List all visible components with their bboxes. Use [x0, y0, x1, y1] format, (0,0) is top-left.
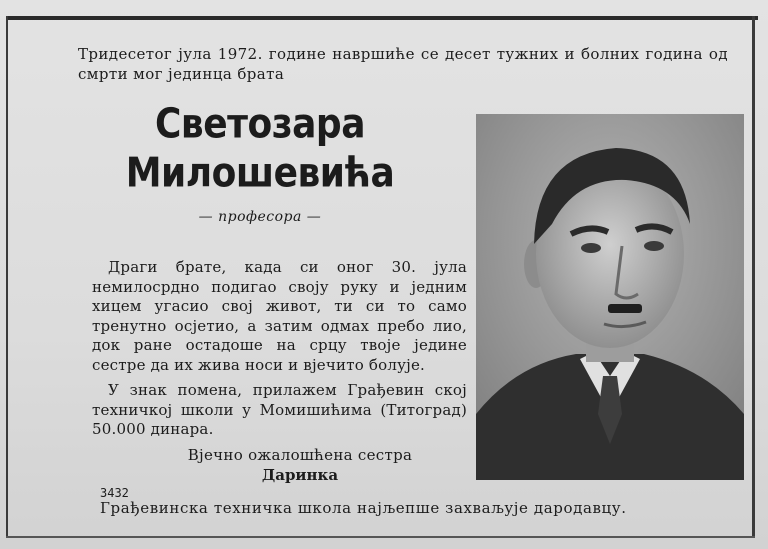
ad-number: 3432 — [100, 486, 129, 500]
memorial-paragraph-2: У знак помена, прилажем Грађевин ској техничкој школи у Момишићима (Титоград) 50.000 динара. — [92, 381, 467, 438]
portrait-illustration — [476, 114, 744, 480]
frame-top-rule — [6, 16, 758, 20]
intro-paragraph: Тридесетог јула 1972. године навршиће се десет тужних и болних година од смрти мог јединца брата — [78, 45, 728, 83]
deceased-last-name: Милошевића — [125, 149, 395, 198]
memorial-body — [92, 258, 467, 440]
frame-right-rule — [752, 16, 755, 536]
memorial-paragraph-1: Драги брате, када си оног 30. јула немилосрдно подигао своју руку и једним хицем угасио свој живот, ти си то само тренутно осјетио, а затим одмах пребо лио, док ране остадоше на срцу твоје јединe сестре да их жива носи и вјечито болује. — [92, 258, 467, 374]
profession-label: — професора — — [198, 209, 322, 225]
frame-bottom-rule — [6, 536, 755, 538]
signer-name: Даринка — [261, 466, 339, 484]
portrait-photo — [476, 114, 744, 480]
signoff-line: Вјечно ожалошћена сестра — [187, 446, 413, 464]
footer-thanks: Грађевинска техничка школа најљепше захваљује дародавцу. — [100, 499, 627, 517]
deceased-first-name: Светозара — [155, 100, 365, 149]
frame-left-rule — [6, 16, 8, 536]
intro-text — [78, 44, 728, 84]
